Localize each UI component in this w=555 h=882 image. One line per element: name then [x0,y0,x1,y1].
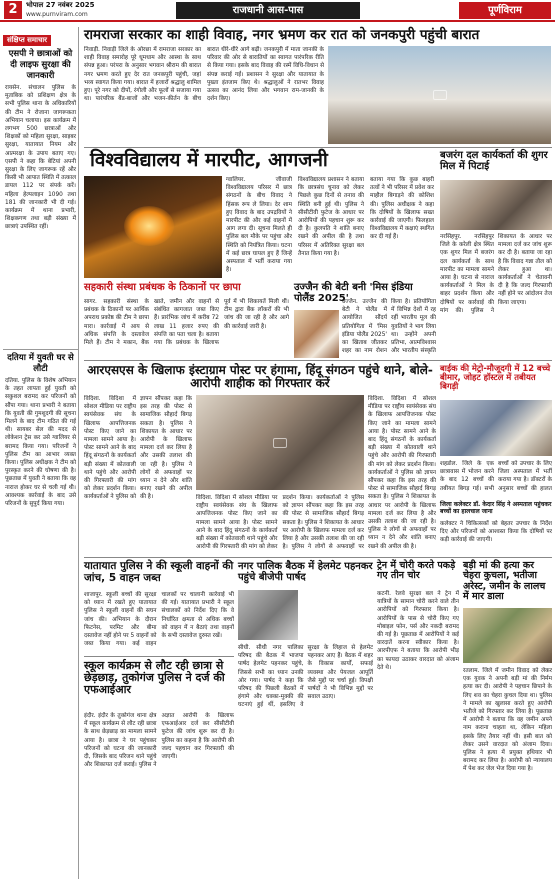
brief-tag: संक्षिप्त समाचार [3,35,51,46]
photo-icon [273,438,287,448]
sahkari-headline: सहकारी संस्था प्रबंधक के ठिकानों पर छापा [84,282,241,293]
brief1-headline: एसपी ने छात्राओं को दी लाइफ सुरक्षा की जानकारी [8,49,73,81]
left-brief-column [3,27,79,879]
rss-text-lower: विदिशा. विदिशा में सोशल मीडिया पर राष्ट्रीय स्वयंसेवक संघ के खिलाफ आपत्तिजनक पोस्ट किए जाने का मामला सामने आया है। पोस्ट सामने आने के बाद हिंदू संगठनों के कार्यकर्ता बड़ी संख्या में कोतवाली थाने पहुंचे और आरोपी की गिरफ्तारी की मांग को लेकर प्रदर्शन किया। कार्यकर्ताओं ने पुलिस को ज्ञापन सौंपकर कहा कि इस तरह की पोस्ट से सामाजिक सौहार्द बिगड़ सकता है। पुलिस ने शिकायत के आधार पर आरोपी के खिलाफ मामला दर्ज कर लिया है और उसकी तलाश की जा रही है। पुलिस ने लोगों से अफवाहों पर [196,495,364,551]
hostel-text-2: कलेक्टर ने चिकित्सकों को बेहतर उपचार के निर्देश दिए और परिजनों को आश्वस्त किया कि दोषियों पर कड़ी कार्रवाई की जाएगी। [440,521,552,544]
masthead [0,0,555,22]
university-text-2: विश्वविद्यालय प्रशासन ने बताया कि छात्रसंघ चुनाव को लेकर पिछले कुछ दिनों से तनाव की स्थिति बनी हुई थी। पुलिस ने सीसीटीवी फुटेज के आधार पर आरोपियों की पहचान शुरू कर दी है। कुलपति ने शांति बनाए रखने की अपील की है तथा परिसर में अतिरिक्त सुरक्षा बल तैनात किया गया है। [298,177,364,257]
university-headline: विश्वविद्यालय में मारपीट, आगजनी [90,149,328,171]
council-headline: नगर पालिक बैठक में हेलमेट पहनकर पहुंचे बीजेपी पार्षद [238,561,373,583]
top-story-text: निवाड़ी. निवाड़ी जिले के ओरछा में रामराजा सरकार का शाही विवाह समारोह पूरे धूमधाम और आस्था के साथ संपन्न हुआ। परंपरा के अनुसार भगवान श्रीराम की बारात नगर भ्रमण करते हुए देर रात जनकपुरी पहुंची, जहां भव्य स्वागत किया गया। बारात में हजारों श्रद्धालु शामिल हुए। पूरे नगर को दीपों, रंगोली और फूलों से सजाया गया था। पारंपरिक बैंड-बाजों और भजन-कीर्तन के बीच बारात धीरे-धीरे आगे बढ़ी। जनकपुरी में माता जानकी के परिवार की ओर से बारातियों का स्वागत पारंपरिक रीति से किया गया। इसके बाद विवाह की रस्में विधि-विधान से संपन्न कराई गईं। प्रशासन ने सुरक्षा और यातायात के पुख्ता इंतजाम किए थे। श्रद्धालुओं ने रातभर विवाह उत्सव का आनंद लिया और भगवान राम-जानकी के दर्शन किए। [84,47,324,103]
bajrang-headline: बजरंग दल कार्यकर्ता की शुगर मिल में पिटाई [440,150,548,172]
rss-text-side: विदिशा. विदिशा में सोशल मीडिया पर राष्ट्रीय स्वयंसेवक संघ के खिलाफ आपत्तिजनक पोस्ट किए जाने का मामला सामने आया है। पोस्ट सामने आने के बाद हिंदू संगठनों के कार्यकर्ता बड़ी संख्या में कोतवाली थाने पहुंचे और आरोपी की गिरफ्तारी की मांग को लेकर प्रदर्शन किया। कार्यकर्ताओं ने पुलिस को ज्ञापन सौंपकर कहा कि इस तरह की पोस्ट से सामाजिक सौहार्द बिगड़ सकता है। पुलिस ने शिकायत के आधार पर आरोपी के खिलाफ मामला दर्ज कर लिया है और उसकी तलाश की जा रही है। पुलिस ने लोगों से अफवाहों पर ध्यान न देने और शांति बनाए रखने की अपील की है। [368,396,436,550]
council-text: सीधी. सीधी नगर पालिका परिषद की बैठक में भाजपा पार्षद हेलमेट पहनकर पहुंचे, जिससे सभी का ध्यान उनकी ओर गया। पार्षद ने कहा कि परिषद की पिछली बैठकों में हंगामे और धक्का-मुक्की की घटनाएं हुई थीं, इसलिए वे सुरक्षा के लिहाज से हेलमेट पहनकर आए हैं। बैठक में शहर के विकास कार्यों, सफाई व्यवस्था और पेयजल आपूर्ति जैसे मुद्दों पर चर्चा हुई। विपक्षी पार्षदों ने भी विभिन्न मुद्दों पर सवाल उठाए। [238,645,373,709]
hostel-subhead: जिला कलेक्टर डॉ. केदार सिंह ने अस्पताल पहुंचकर बच्चों का हालचाल जाना [440,501,552,515]
brief2-text: दतिया. पुलिस के विशेष अभियान के तहत लापता हुई युवती को सकुशल बरामद कर परिजनों को सौंपा गया। थाना प्रभारी ने बताया कि युवती की गुमशुदगी की सूचना मिलने के बाद टीम गठित की गई थी। सायबर सेल की मदद से लोकेशन ट्रेस कर उसे ग्वालियर से बरामद किया गया। परिजनों ने पुलिस टीम का आभार व्यक्त किया। पुलिस अधीक्षक ने टीम को पुरस्कृत करने की घोषणा की है। पूछताछ में युवती ने बताया कि वह नाराज होकर घर से चली गई थी। आवश्यक कार्रवाई के बाद उसे परिजनों के सुपुर्द किया गया। [5,378,76,508]
ujjain-text: उज्जैन. उज्जैन की बेटी ने पोलैंड में आयोजित सौंदर्य प्रतियोगिता में 'मिस इंडिया पोलैंड 2025' का खिताब जीतकर शहर का नाम रोशन किया है। प्रतियोगिता में विभिन्न देशों में रह रहीं भारतीय मूल की युवतियों ने भाग लिया था। उन्होंने अपनी प्रतिभा, आत्मविश्वास और भारतीय संस्कृति [342,299,436,355]
bajrang-text: नरसिंहपुर. नरसिंहपुर जिले के करेली क्षेत्र स्थित एक शुगर मिल में बजरंग दल कार्यकर्ता के साथ मारपीट का मामला सामने आया है। घटना से नाराज कार्यकर्ताओं ने मिल के बाहर प्रदर्शन किया और दोषियों पर कार्रवाई की मांग की। पुलिस ने शिकायत के आधार पर मामला दर्ज कर जांच शुरू कर दी है। बताया जा रहा है कि विवाद गन्ना तौल को लेकर हुआ था। कार्यकर्ताओं ने चेतावनी दी है कि जल्द गिरफ्तारी नहीं होने पर आंदोलन तेज किया जाएगा। [440,234,552,314]
murder-text: रतलाम. जिले में जमीन विवाद को लेकर एक युवक ने अपनी बड़ी मां की निर्मम हत्या कर दी। आरोपी ने पहचान छिपाने के लिए शव का चेहरा कुचल दिया था। पुलिस ने मामले का खुलासा करते हुए आरोपी भतीजे को गिरफ्तार कर लिया है। पूछताछ में आरोपी ने बताया कि वह जमीन अपने नाम कराना चाहता था, लेकिन महिला इसके लिए तैयार नहीं थी। इसी बात को लेकर उसने वारदात को अंजाम दिया। पुलिस ने हत्या में प्रयुक्त हथियार भी बरामद कर लिया है। आरोपी को न्यायालय में पेश कर जेल भेज दिया गया है। [463,668,552,773]
top-story-headline: रामराजा सरकार का शाही विवाह, नगर भ्रमण कर रात को जनकपुरी पहुंची बारात [84,27,480,43]
arson-photo [84,176,222,278]
university-text-3: बताया गया कि कुछ बाहरी तत्वों ने भी परिसर में प्रवेश कर माहौल बिगाड़ने की कोशिश की। पुलिस अधीक्षक ने कहा कि दोषियों के खिलाफ सख्त कार्रवाई की जाएगी। फिलहाल विश्वविद्यालय में कक्षाएं स्थगित कर दी गई हैं। [370,177,434,241]
website-link[interactable]: www.purnviram.com [26,11,88,18]
traffic-text: शाजापुर. स्कूली बच्चों की सुरक्षा को ध्यान में रखते हुए यातायात पुलिस ने स्कूली वाहनों की सघन जांच की। अभियान के दौरान फिटनेस, परमिट और बीमा दस्तावेज नहीं होने पर 5 वाहनों को जब्त किया गया। कई वाहन चालकों पर चालानी कार्रवाई भी की गई। यातायात प्रभारी ने स्कूल संचालकों को निर्देश दिए कि वे निर्धारित क्षमता से अधिक बच्चों को वाहन में न बैठाएं तथा वाहनों के सभी दस्तावेज दुरुस्त रखें। [84,592,234,648]
sahkari-text: सागर. सहकारी संस्था के प्रबंधक के ठिकानों पर आर्थिक अपराध प्रकोष्ठ की टीम ने छापा मारा। कार्रवाई में आय से अधिक संपत्ति के दस्तावेज मिले हैं। टीम ने मकान, बैंक खाते, जमीन और वाहनों से संबंधित कागजात जब्त किए हैं। प्रारंभिक जांच में करीब 72 लाख 11 हजार रुपए की संपत्ति का पता चला है। बताया गया कि प्रबंधक के खिलाफ पूर्व में भी शिकायतें मिली थीं। टीम द्वारा बैंक लॉकरों की भी जांच की जा रही है और आगे की कार्रवाई जारी है। [84,299,289,347]
hostel-headline: बाईक की मेट्रो-मौजूदगी में 12 बच्चे बीमार, जोहट हॉस्टल में तबीयत बिगड़ी [440,363,551,392]
hostel-photo [440,400,552,456]
ujjain-headline: उज्जैन की बेटी बनी 'मिस इंडिया पोलैंड 2025' [294,282,413,304]
brand-logo: पूर्णविराम [459,2,551,19]
traffic-headline: यातायात पुलिस ने की स्कूली वाहनों की जांच, 5 वाहन जब्त [84,560,234,584]
murder-photo [463,608,552,663]
brief2-headline: दतिया में युवती घर से लौटी [7,353,74,374]
hostel-text: शहडोल. जिले के एक छात्रावास में भोजन करने के बाद 12 बच्चों की तबीयत बिगड़ गई। सभी बच्चों को उपचार के लिए जिला अस्पताल में भर्ती कराया गया है। डॉक्टरों के अनुसार बच्चों की हालत [440,461,552,492]
page-number: 2 [4,1,22,19]
rss-text: विदिशा. विदिशा में सोशल मीडिया पर राष्ट्रीय स्वयंसेवक संघ के खिलाफ आपत्तिजनक पोस्ट किए जाने का मामला सामने आया है। पोस्ट सामने आने के बाद हिंदू संगठनों के कार्यकर्ता बड़ी संख्या में कोतवाली थाने पहुंचे और आरोपी की गिरफ्तारी की मांग को लेकर प्रदर्शन किया। कार्यकर्ताओं ने पुलिस को ज्ञापन सौंपकर कहा कि इस तरह की पोस्ट से सामाजिक सौहार्द बिगड़ सकता है। पुलिस ने शिकायत के आधार पर आरोपी के खिलाफ मामला दर्ज कर लिया है और उसकी तलाश की जा रही है। पुलिस ने लोगों से अफवाहों पर ध्यान न देने और शांति बनाए रखने की अपील की है। [84,396,192,501]
baraat-photo [328,46,551,144]
university-text-1: ग्वालियर. जीवाजी विश्वविद्यालय परिसर में छात्र संगठनों के बीच विवाद ने हिंसक रूप ले लिया। देर शाम हुए विवाद के बाद उपद्रवियों ने मारपीट की और कई वाहनों में आग लगा दी। सूचना मिलते ही पुलिस बल मौके पर पहुंचा और स्थिति को नियंत्रित किया। घटना में कई छात्र घायल हुए हैं जिन्हें अस्पताल में भर्ती कराया गया है। [226,177,292,274]
brief1-text: रायसेन. संचालन पुलिस के मुताबिक को प्रशिक्षण क्षेत्र के सभी पुलिस थाना के अधिकारियों की टीम ने रोजाना जागरूकता अभियान चलाया। इस कार्यक्रम में लगभग 500 छात्राओं और शिक्षकों को महिला सुरक्षा, साइबर सुरक्षा, यातायात नियम और आत्मरक्षा के उपाय बताए गए। एसपी ने कहा कि बेटियां अपनी सुरक्षा के लिए जागरूक रहें और किसी भी आपात स्थिति में तत्काल डायल 112 पर संपर्क करें। महिला हेल्पलाइन 1090 तथा 181 की जानकारी भी दी गई। कार्यक्रम में थाना प्रभारी, शिक्षकगण तथा बड़ी संख्या में छात्राएं उपस्थित रहीं। [5,85,76,231]
section-title: राजधानी आस-पास [176,2,360,19]
school-headline: स्कूल कार्यक्रम से लौट रही छात्रा से छेड़छाड़, तुकोगंज पुलिस ने दर्ज की एफआईआर [84,659,225,697]
murder-headline: बड़ी मां की हत्या कर चेहरा कुचला, भतीजा अरेस्ट, जमीन के लालच में मार डाला [463,560,546,603]
train-headline: ट्रेन में चोरी करते पकड़े गए तीन चोर [377,560,456,582]
bajrang-photo [440,180,552,230]
rss-headline: आरएसएस के खिलाफ इंस्टाग्राम पोस्ट पर हंगामा, हिंदू संगठन पहुंचे थाने, बोले- आरोपी शाहीक को गिरफ्तार करें [87,363,433,391]
school-text: इंदौर. इंदौर के तुकोगंज थाना क्षेत्र में स्कूल कार्यक्रम से लौट रही छात्रा के साथ छेड़छाड़ का मामला सामने आया है। छात्रा ने घर पहुंचकर परिजनों को घटना की जानकारी दी, जिसके बाद परिजन थाने पहुंचे और शिकायत दर्ज कराई। पुलिस ने अज्ञात आरोपी के खिलाफ एफआईआर दर्ज कर सीसीटीवी फुटेज की जांच शुरू कर दी है। पुलिस का कहना है कि आरोपी की जल्द पहचान कर गिरफ्तारी की जाएगी। [84,713,234,769]
edition-date: भोपाल 27 नवंबर 2025 [26,1,95,9]
miss-india-photo [294,310,339,358]
photo-icon [433,90,447,100]
rss-protest-photo [196,395,364,490]
train-text: कटनी. रेलवे सुरक्षा बल ने ट्रेन में यात्रियों के सामान चोरी करने वाले तीन आरोपियों को गिरफ्तार किया है। आरोपियों के पास से चोरी किए गए मोबाइल फोन, पर्स और नकदी बरामद की गई है। पूछताछ में आरोपियों ने कई वारदातें करना स्वीकार किया है। आरपीएफ ने बताया कि आरोपी भीड़ का फायदा उठाकर वारदात को अंजाम देते थे। [377,591,459,671]
